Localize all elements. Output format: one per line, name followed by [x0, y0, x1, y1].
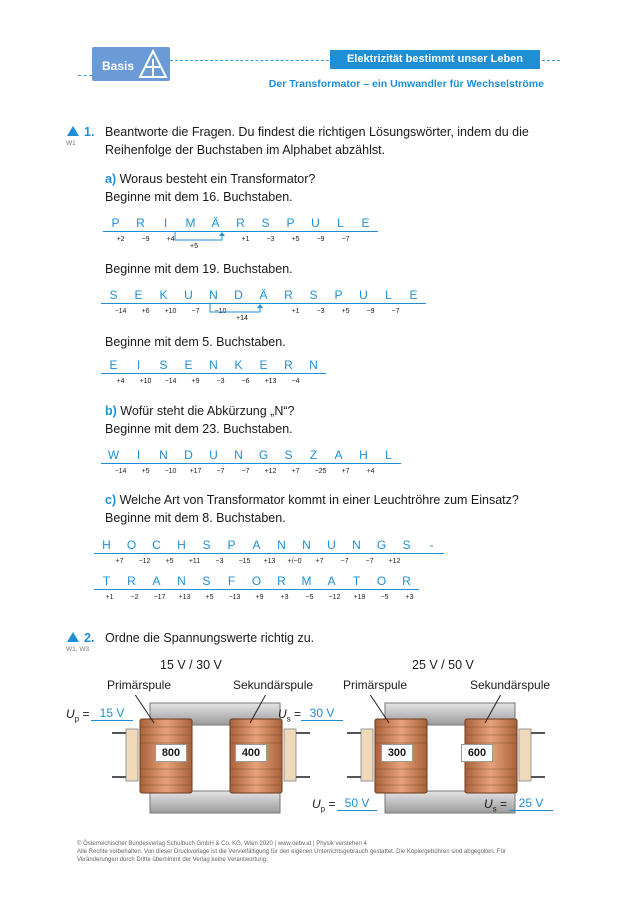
task-level-icon [66, 125, 80, 137]
answer-letter: P [103, 216, 128, 232]
answer-letter: L [328, 216, 353, 232]
answer-letter: L [376, 448, 401, 464]
left-secondary-label: Sekundärspule [233, 678, 314, 692]
answer-letter: O [244, 574, 269, 590]
start-hint-5: Beginne mit dem 8. Buchstaben. [105, 511, 286, 525]
step-number: +13 [263, 558, 276, 565]
answer-letter: R [276, 288, 301, 304]
answer-letter: N [301, 358, 326, 374]
step-number: −7 [340, 558, 349, 565]
left-us-value: 30 V [301, 706, 343, 721]
step-number: −3 [215, 558, 224, 565]
question-c [105, 491, 519, 509]
step-number: −17 [153, 594, 166, 601]
answer-letter: N [226, 448, 251, 464]
step-number: −7 [191, 308, 200, 315]
answer-letter: U [303, 216, 328, 232]
answer-letter: A [326, 448, 351, 464]
step-number: +4 [166, 236, 175, 243]
right-secondary-turns: 600 [461, 744, 493, 762]
left-us-sub: s [286, 714, 291, 724]
task2-number: 2. [84, 631, 95, 645]
answer-letter: H [94, 538, 119, 554]
step-number: −2 [130, 594, 139, 601]
step-number: +2 [116, 236, 125, 243]
answer-letter: S [276, 448, 301, 464]
task1-intro-line2: Reihenfolge der Buchstaben im Alphabet abzählst. [105, 143, 386, 157]
answer-letter: H [351, 448, 376, 464]
answer-letter: G [251, 448, 276, 464]
step-number: −7 [241, 468, 250, 475]
answer-letter: S [194, 538, 219, 554]
left-primary-turns: 800 [155, 744, 187, 762]
task-level-icon [66, 631, 80, 643]
question-b-label: b) [105, 404, 117, 418]
answer-letter: - [419, 538, 444, 554]
step-numbers-3 [108, 378, 308, 385]
answer-word-1 [103, 216, 378, 232]
answer-letter: H [169, 538, 194, 554]
page-subtitle: Der Transformator – ein Umwandler für Wechselströme [268, 78, 544, 90]
answer-letter: R [228, 216, 253, 232]
answer-letter: E [101, 358, 126, 374]
step-number: +/−0 [287, 558, 302, 565]
step-numbers-6 [97, 594, 422, 601]
answer-letter: S [253, 216, 278, 232]
answer-letter: D [176, 448, 201, 464]
jump-arrow-2 [205, 304, 265, 320]
step-number: −3 [216, 378, 225, 385]
step-number: +1 [105, 594, 114, 601]
step-number: +10 [139, 378, 152, 385]
left-up-value: 15 V [91, 706, 133, 721]
step-number: +13 [178, 594, 191, 601]
task2-instruction: Ordne die Spannungswerte richtig zu. [105, 631, 315, 645]
answer-letter: R [394, 574, 419, 590]
task2-tag: W1, W3 [66, 646, 90, 653]
left-secondary-turns: 400 [235, 744, 267, 762]
answer-letter: T [344, 574, 369, 590]
answer-letter: E [176, 358, 201, 374]
left-up-sub: p [74, 714, 80, 724]
step-number: −6 [241, 378, 250, 385]
start-hint-4: Beginne mit dem 23. Buchstaben. [105, 422, 293, 436]
question-a-label: a) [105, 172, 117, 186]
step-number: +9 [255, 594, 264, 601]
step-number: +5 [341, 308, 350, 315]
step-number: −4 [291, 378, 300, 385]
right-up-sub: p [320, 804, 326, 814]
step-number: −9 [316, 236, 325, 243]
step-number: +9 [191, 378, 200, 385]
answer-letter: S [101, 288, 126, 304]
step-number: +10 [164, 308, 177, 315]
step-number: −25 [314, 468, 327, 475]
right-us-sub: s [492, 804, 497, 814]
basis-badge [92, 47, 170, 81]
left-us-symbol: U [278, 707, 287, 721]
step-number: +7 [315, 558, 324, 565]
answer-letter: U [176, 288, 201, 304]
step-number: +3 [405, 594, 414, 601]
answer-letter: L [376, 288, 401, 304]
answer-letter: A [244, 538, 269, 554]
start-hint-1: Beginne mit dem 16. Buchstaben. [105, 190, 293, 204]
answer-letter: E [251, 358, 276, 374]
left-caption: 15 V / 30 V [160, 658, 222, 672]
answer-letter: R [128, 216, 153, 232]
step-number: −12 [138, 558, 151, 565]
right-us-value: 25 V [509, 796, 553, 811]
step-number: −7 [341, 236, 350, 243]
answer-letter: U [201, 448, 226, 464]
answer-letter: N [201, 358, 226, 374]
answer-letter: F [219, 574, 244, 590]
right-up-symbol: U [312, 797, 321, 811]
task1-intro-line1: Beantworte die Fragen. Du findest die richtigen Lösungswörter, indem du die [105, 125, 529, 139]
answer-word-6 [94, 574, 419, 590]
right-us-symbol: U [484, 797, 493, 811]
step-number: +5 [141, 468, 150, 475]
left-us-label: $U_s$ = [278, 707, 302, 724]
step-number: −10 [164, 468, 177, 475]
right-primary-label: Primärspule [343, 678, 408, 692]
answer-letter: N [151, 448, 176, 464]
question-b-text: Wofür steht die Abkürzung „N“? [120, 404, 295, 418]
question-b [105, 402, 294, 420]
left-primary-label: Primärspule [107, 678, 172, 692]
answer-letter: P [326, 288, 351, 304]
badge-label: Basis [102, 59, 135, 73]
start-hint-3: Beginne mit dem 5. Buchstaben. [105, 335, 286, 349]
step-number: +6 [141, 308, 150, 315]
left-up-label: $U_p$ = [66, 707, 90, 724]
answer-letter: I [126, 358, 151, 374]
answer-letter: R [119, 574, 144, 590]
task1-tag: W1 [66, 140, 76, 147]
step-number: −12 [328, 594, 341, 601]
answer-letter: Ä [203, 216, 228, 232]
step-number: −3 [266, 236, 275, 243]
step-number: +7 [115, 558, 124, 565]
answer-letter: A [144, 574, 169, 590]
step-number: +7 [341, 468, 350, 475]
step-number: −14 [114, 468, 127, 475]
answer-letter: R [269, 574, 294, 590]
answer-letter: S [194, 574, 219, 590]
answer-letter: U [319, 538, 344, 554]
answer-letter: N [344, 538, 369, 554]
answer-word-2 [101, 288, 426, 304]
step-number: +1 [241, 236, 250, 243]
answer-letter: U [351, 288, 376, 304]
step-number: +19 [353, 594, 366, 601]
step-numbers-5 [107, 558, 407, 565]
footer-line1: © Österreichischer Bundesverlag Schulbuch GmbH & Co. KG, Wien 2020 | www.oebv.at | Physik verstehen 4 [77, 841, 367, 847]
answer-letter: N [269, 538, 294, 554]
step-number: −3 [316, 308, 325, 315]
step-number: +5 [205, 594, 214, 601]
step-number: +5 [291, 236, 300, 243]
footer [77, 840, 577, 864]
answer-letter: A [319, 574, 344, 590]
step-numbers-1 [108, 236, 358, 243]
jump-value-1: +5 [190, 243, 198, 250]
question-a [105, 170, 315, 188]
step-number: +4 [116, 378, 125, 385]
jump-value-2: +14 [236, 315, 248, 322]
step-number: −15 [238, 558, 251, 565]
step-number: −5 [305, 594, 314, 601]
answer-letter: P [219, 538, 244, 554]
answer-word-3 [101, 358, 326, 374]
step-number: +7 [291, 468, 300, 475]
answer-letter: S [394, 538, 419, 554]
right-caption: 25 V / 50 V [412, 658, 474, 672]
right-secondary-label: Sekundärspule [470, 678, 551, 692]
answer-letter: E [126, 288, 151, 304]
step-number: −13 [228, 594, 241, 601]
step-number: −14 [114, 308, 127, 315]
step-number: +11 [188, 558, 201, 565]
footer-line2: Alle Rechte vorbehalten. Von dieser Druckvorlage ist die Vervielfältigung für den eigenen Unterrichtsgebrauch gestattet. Die Kopiergebühren sind abgegolten. Für [77, 849, 506, 855]
right-us-label: $U_s$ = [484, 797, 508, 814]
step-number: −7 [216, 468, 225, 475]
question-a-text: Woraus besteht ein Transformator? [119, 172, 316, 186]
answer-letter: N [169, 574, 194, 590]
right-up-value: 50 V [337, 796, 377, 811]
answer-letter: P [278, 216, 303, 232]
page-title: Elektrizität bestimmt unser Leben [330, 50, 540, 69]
triangle-logo-icon [138, 49, 168, 79]
answer-letter: I [126, 448, 151, 464]
step-number: +17 [189, 468, 202, 475]
step-number: −9 [141, 236, 150, 243]
right-up-label: $U_p$ = [312, 797, 336, 814]
answer-letter: M [178, 216, 203, 232]
answer-letter: I [153, 216, 178, 232]
step-numbers-4 [108, 468, 383, 475]
answer-letter: E [401, 288, 426, 304]
answer-letter: W [101, 448, 126, 464]
step-number: +13 [264, 378, 277, 385]
answer-letter: S [151, 358, 176, 374]
step-number: +12 [388, 558, 401, 565]
answer-letter: N [294, 538, 319, 554]
answer-letter: Z [301, 448, 326, 464]
answer-letter: M [294, 574, 319, 590]
step-number: +1 [291, 308, 300, 315]
answer-letter: K [151, 288, 176, 304]
question-c-text: Welche Art von Transformator kommt in einer Leuchtröhre zum Einsatz? [119, 493, 519, 507]
answer-word-4 [101, 448, 401, 464]
footer-line3: Veränderungen durch Dritte übernimmt der Verlag keine Verantwortung. [77, 857, 268, 863]
step-number: +12 [264, 468, 277, 475]
answer-letter: O [119, 538, 144, 554]
answer-letter: G [369, 538, 394, 554]
answer-word-5 [94, 538, 444, 554]
answer-letter: O [369, 574, 394, 590]
task1-number: 1. [84, 125, 95, 139]
step-number: −7 [365, 558, 374, 565]
start-hint-2: Beginne mit dem 19. Buchstaben. [105, 262, 293, 276]
step-number: −5 [380, 594, 389, 601]
answer-letter: T [94, 574, 119, 590]
left-up-symbol: U [66, 707, 75, 721]
step-number: −14 [164, 378, 177, 385]
answer-letter: K [226, 358, 251, 374]
right-primary-turns: 300 [381, 744, 413, 762]
answer-letter: C [144, 538, 169, 554]
step-number: +5 [165, 558, 174, 565]
answer-letter: N [201, 288, 226, 304]
answer-letter: S [301, 288, 326, 304]
answer-letter: R [276, 358, 301, 374]
jump-arrow-1 [170, 232, 230, 248]
step-number: −7 [391, 308, 400, 315]
question-c-label: c) [105, 493, 117, 507]
step-number: −10 [214, 308, 227, 315]
step-number: +4 [366, 468, 375, 475]
step-number: +3 [280, 594, 289, 601]
step-number: −9 [366, 308, 375, 315]
answer-letter: Ä [251, 288, 276, 304]
answer-letter: E [353, 216, 378, 232]
answer-letter: D [226, 288, 251, 304]
